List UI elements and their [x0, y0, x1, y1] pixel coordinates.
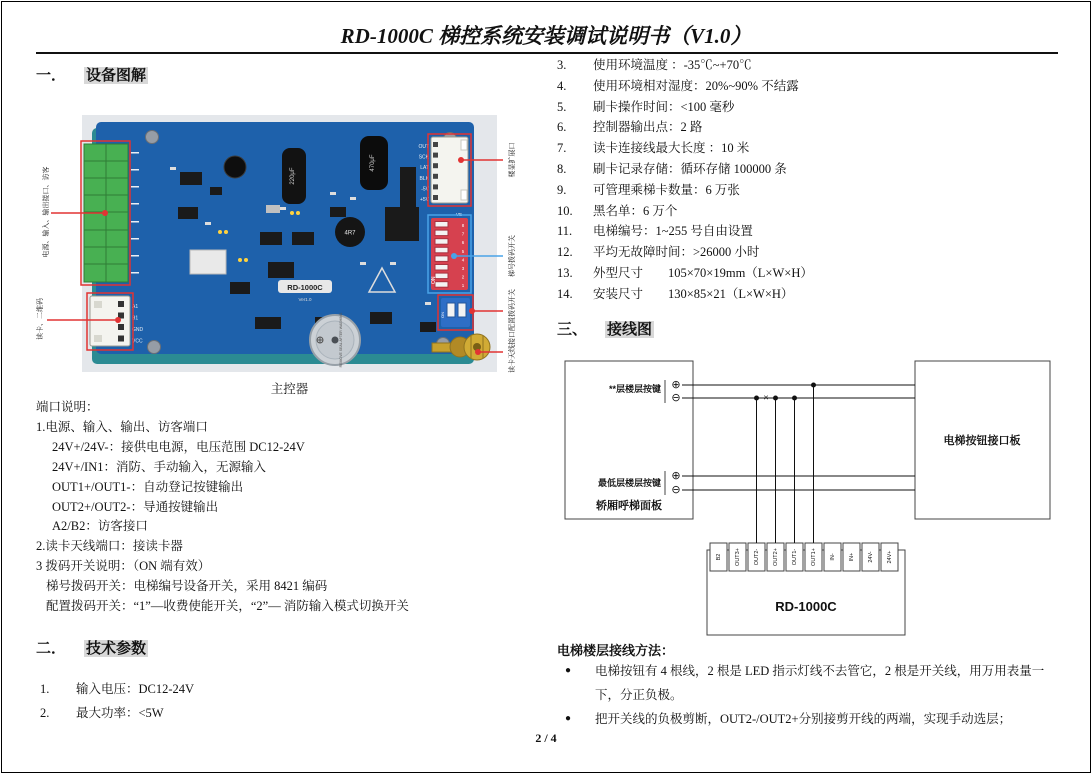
terminal-label: IN- — [829, 553, 836, 561]
buzzer-sticker-text: REMOVE SEAL AFTER WASHING — [339, 312, 343, 368]
spec-row — [557, 76, 813, 97]
config-dip-on-label: ON — [440, 312, 445, 318]
spec-text: 读卡连接线最大长度 ：10 米 — [593, 141, 750, 156]
spec-text: 可管理乘梯卡数量：6 万张 — [593, 182, 740, 197]
pin-label-b1: B1 — [132, 315, 139, 322]
wiring-method-block — [557, 640, 1062, 731]
wiring-method-item — [557, 659, 1055, 707]
spec-row — [557, 55, 813, 76]
terminal-label: OUT3+ — [734, 548, 741, 566]
spec-number: 5. — [557, 99, 567, 114]
terminal-label: OUT2+ — [772, 548, 779, 566]
wires — [682, 385, 915, 543]
rs485-connector — [90, 296, 130, 346]
tech-param-row — [40, 679, 194, 703]
figure-label-antenna-port: 读卡天线接口 — [508, 331, 516, 373]
figure-label-number-dip: 梯号拨码开关 — [508, 235, 516, 277]
spec-row — [557, 180, 813, 201]
dip-on-label: ON — [431, 276, 437, 284]
spec-number: 8. — [557, 161, 567, 176]
figure-label-display-port: 楼显扩展口 — [508, 142, 516, 178]
terminal-label: IN+ — [848, 552, 855, 562]
spec-text: 电梯编号：1~255 号自由设置 — [593, 224, 753, 239]
display-expansion-connector — [431, 137, 468, 203]
pin-label-vcc: VCC — [132, 338, 143, 345]
figure-label-power-ports: 电源、输入、输出接口、访客 — [42, 166, 50, 258]
bullet-icon: ● — [565, 665, 572, 676]
config-dip-switch — [440, 298, 470, 327]
section-2-number: 二． — [36, 640, 67, 657]
port-desc-line: OUT2+/OUT2-：导通按键输出 — [52, 499, 219, 514]
section-1-heading — [36, 64, 148, 85]
spec-number: 10. — [557, 203, 573, 218]
dip-number: 2 — [461, 274, 465, 280]
tech-param-number: 2. — [40, 706, 50, 720]
section-2-title: 技术参数 — [86, 640, 147, 657]
spec-row — [557, 138, 813, 159]
section-2-heading — [36, 637, 148, 658]
inductor-label: 4R7 — [344, 230, 356, 237]
capacitor-220-label: 220μF — [290, 167, 296, 185]
spec-number: 11. — [557, 224, 573, 239]
dip-number: 3 — [461, 266, 465, 271]
section-3-title: 接线图 — [607, 321, 653, 338]
spec-text: 平均无故障时间：>26000 小时 — [593, 245, 760, 260]
tech-param-text: 最大功率：<5W — [76, 706, 164, 720]
bullet-icon: ● — [565, 713, 572, 724]
dip-number: 7 — [461, 231, 465, 237]
wiring-method-text: 电梯按钮有 4 根线，2 根是 LED 指示灯线不去管它，2 根是开关线，用万用表量一下，分正负极。 — [595, 664, 1045, 702]
terminal-label: OUT2- — [753, 548, 760, 566]
figure-caption: 主控器 — [270, 382, 309, 396]
port-desc-line: 1.电源、输入、输出、访客端口 — [36, 419, 208, 434]
terminal-label: OUT1- — [791, 548, 798, 566]
terminal-label: B2 — [715, 553, 722, 561]
board-model-silkscreen: RD-1000C — [287, 283, 323, 292]
elevator-number-dip-switch — [431, 212, 468, 290]
button-board-label: 电梯按钮接口板 — [943, 435, 1021, 447]
pcb-figure — [30, 112, 535, 382]
port-desc-line: 3 拨码开关说明：（ON 端有效） — [36, 559, 211, 574]
pin-label-lat: LAT — [420, 165, 429, 172]
figure-label-config-dip: 配置拨码开关 — [508, 289, 516, 331]
spec-row — [557, 159, 813, 180]
spec-text: 使用环境温度 ：-35℃~+70℃ — [593, 58, 752, 72]
port-desc-line: 24V+/IN1：消防、手动输入，无源输入 — [52, 459, 266, 474]
spec-number: 13. — [557, 265, 573, 280]
section-3-heading — [557, 318, 654, 339]
spec-number: 6. — [557, 120, 567, 135]
pin-label-out: OUT — [418, 144, 429, 150]
spec-row — [557, 284, 813, 305]
pin-label-gnd: GND — [132, 327, 144, 333]
tech-param-row — [40, 703, 194, 727]
dip-number: 6 — [461, 240, 465, 246]
spec-row — [557, 117, 813, 138]
spec-number: 12. — [557, 245, 573, 260]
tech-param-number: 1. — [40, 682, 50, 696]
dip-number: 5 — [461, 248, 465, 254]
capacitor-470-label: 470μF — [370, 154, 376, 172]
doc-title: RD-1000C 梯控系统安装调试说明书（V1.0） — [340, 24, 752, 48]
port-desc-line: 端口说明： — [36, 400, 99, 414]
spec-text: 刷卡记录存储：循环存储 100000 条 — [593, 161, 787, 176]
board-version-silkscreen: Ver1.0 — [298, 297, 312, 302]
spec-number: 3. — [557, 58, 567, 72]
spec-text: 控制器输出点：2 路 — [593, 120, 703, 135]
spec-number: 14. — [557, 286, 573, 301]
wiring-diagram — [555, 356, 1060, 640]
pin-label-pos5v: +5V — [419, 197, 429, 203]
header-rule — [36, 52, 1058, 54]
dip-ve-label: VE — [456, 212, 463, 217]
dip-number: 4 — [461, 257, 465, 263]
minus-terminal-icon: ⊖ — [671, 391, 681, 404]
section-3-number: 三、 — [557, 321, 588, 338]
spec-row — [557, 97, 813, 118]
spec-number: 4. — [557, 78, 567, 93]
terminal-label: 24V+ — [886, 550, 893, 564]
port-desc-line: A2/B2：访客接口 — [52, 519, 148, 534]
spec-text: 黑名单：6 万个 — [593, 203, 678, 218]
port-desc-line: 2.读卡天线端口：接读卡器 — [36, 539, 183, 554]
port-desc-line: 梯号拨码开关：电梯编号设备开关，采用 8421 编码 — [46, 579, 328, 594]
wiring-method-item — [557, 707, 1055, 731]
spec-number: 9. — [557, 182, 567, 197]
pin-label-blk: BLK — [419, 175, 429, 182]
floor-button-row-label: **层楼层按键 — [608, 384, 661, 394]
spec-text: 安装尺寸 130×85×21（L×W×H） — [593, 286, 794, 301]
plus-terminal-icon: ⊕ — [671, 378, 681, 391]
spec-text: 外型尺寸 105×70×19mm（L×W×H） — [593, 265, 813, 280]
controller-label: RD-1000C — [775, 599, 837, 614]
section-1-number: 一． — [36, 67, 67, 84]
spec-text: 使用环境相对湿度：20%~90% 不结露 — [593, 78, 799, 93]
wiring-method-heading: 电梯楼层接线方法： — [557, 643, 675, 658]
dip-number: 1 — [461, 283, 465, 289]
section-1-title: 设备图解 — [86, 67, 147, 84]
pin-label-sck: SCK — [418, 154, 429, 161]
port-desc-line: 24V+/24V-：接供电电源，电压范围 DC12-24V — [52, 439, 305, 454]
spec-row — [557, 221, 813, 242]
tech-param-text: 输入电压：DC12-24V — [76, 682, 195, 696]
tech-params-list — [40, 679, 194, 727]
call-panel-label: 轿厢呼梯面板 — [596, 500, 662, 512]
port-description-block — [36, 398, 409, 617]
plus-terminal-icon: ⊕ — [671, 469, 681, 482]
dip-number: 8 — [461, 223, 465, 228]
port-desc-line: OUT1+/OUT1-：自动登记按键输出 — [52, 479, 244, 494]
page-number: 2 / 4 — [535, 731, 557, 745]
wire-cut-mark: × — [763, 392, 769, 403]
spec-row — [557, 242, 813, 263]
terminal-label: 24V- — [867, 551, 874, 563]
specs-list — [557, 55, 813, 305]
spec-row — [557, 201, 813, 222]
minus-terminal-icon: ⊖ — [671, 483, 681, 496]
spec-text: 刷卡操作时间：<100 毫秒 — [593, 99, 735, 114]
spec-number: 7. — [557, 141, 567, 156]
terminal-label: OUT1+ — [810, 548, 817, 566]
pin-label-a1: A1 — [132, 304, 139, 310]
figure-label-reader-qr: 读卡、二维码 — [36, 298, 44, 340]
port-desc-line: 配置拨码开关：“1”—收费使能开关，“2”— 消防输入模式切换开关 — [46, 599, 409, 614]
pin-label-neg5v: -5V — [421, 186, 429, 193]
wiring-method-text: 把开关线的负极剪断，OUT2-/OUT2+分别接剪开线的两端，实现手动选层； — [595, 712, 1012, 726]
spec-row — [557, 263, 813, 284]
lowest-floor-row-label: 最低层楼层按键 — [597, 478, 661, 488]
